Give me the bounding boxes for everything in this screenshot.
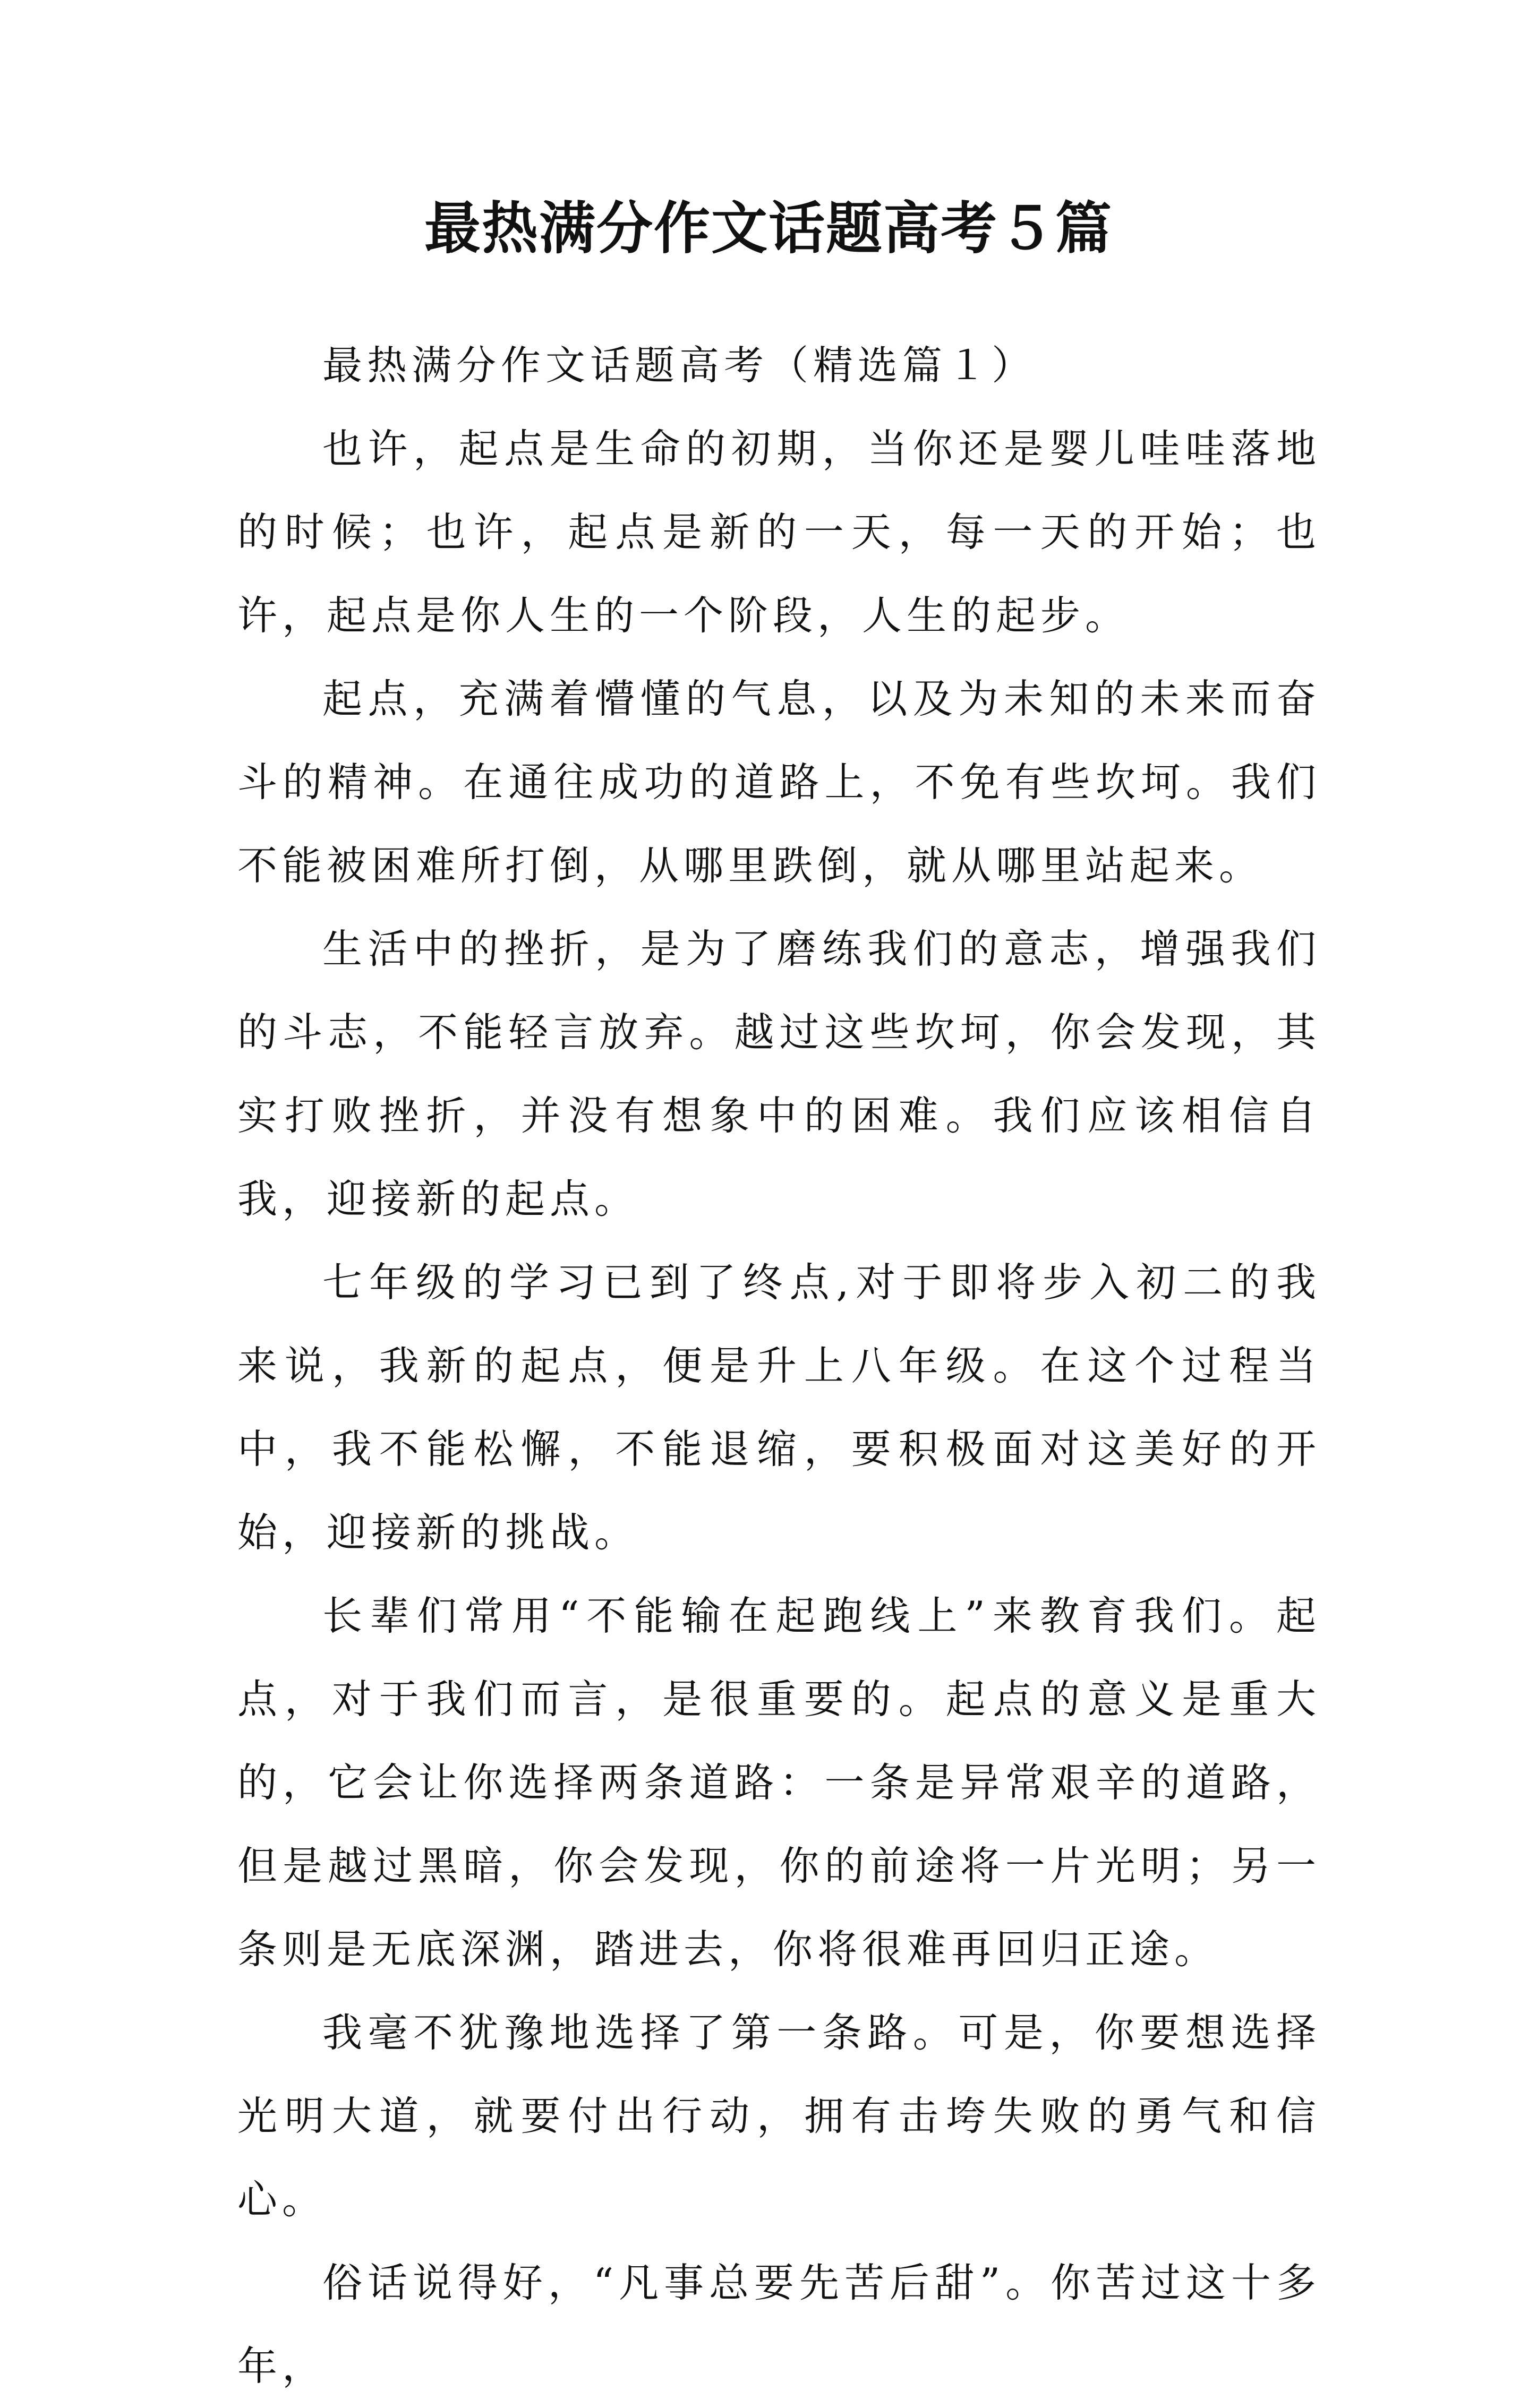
paragraph: 长辈们常用“不能输在起跑线上”来教育我们。起点，对于我们而言，是很重要的。起点的意义是重大的，它会让你选择两条道路：一条是异常艰辛的道路，但是越过黑暗，你会发现，你的前途将一片光明；另一条则是无底深渊，踏进去，你将很难再回归正途。	[237, 1592, 1321, 1973]
document-body	[237, 324, 1321, 2408]
paragraph: 起点，充满着懵懂的气息，以及为未知的未来而奋斗的精神。在通往成功的道路上，不免有些坎坷。我们不能被困难所打倒，从哪里跌倒，就从哪里站起来。	[237, 675, 1321, 889]
paragraph: 也许，起点是生命的初期，当你还是婴儿哇哇落地的时候；也许，起点是新的一天，每一天的开始；也许，起点是你人生的一个阶段，人生的起步。	[237, 425, 1321, 639]
paragraph: 俗话说得好，“凡事总要先苦后甜”。你苦过这十多年，	[237, 2259, 1321, 2389]
paragraph: 我毫不犹豫地选择了第一条路。可是，你要想选择光明大道，就要付出行动，拥有击垮失败的勇气和信心。	[237, 2009, 1321, 2223]
document-title: 最热满分作文话题高考５篇	[424, 195, 1113, 261]
paragraph: 生活中的挫折，是为了磨练我们的意志，增强我们的斗志，不能轻言放弃。越过这些坎坷，你会发现，其实打败挫折，并没有想象中的困难。我们应该相信自我，迎接新的起点。	[237, 926, 1321, 1222]
paragraph: 七年级的学习已到了终点,对于即将步入初二的我来说，我新的起点，便是升上八年级。在这个过程当中，我不能松懈，不能退缩，要积极面对这美好的开始，迎接新的挑战。	[237, 1259, 1321, 1556]
section-heading: 最热满分作文话题高考（精选篇１）	[322, 342, 1037, 389]
